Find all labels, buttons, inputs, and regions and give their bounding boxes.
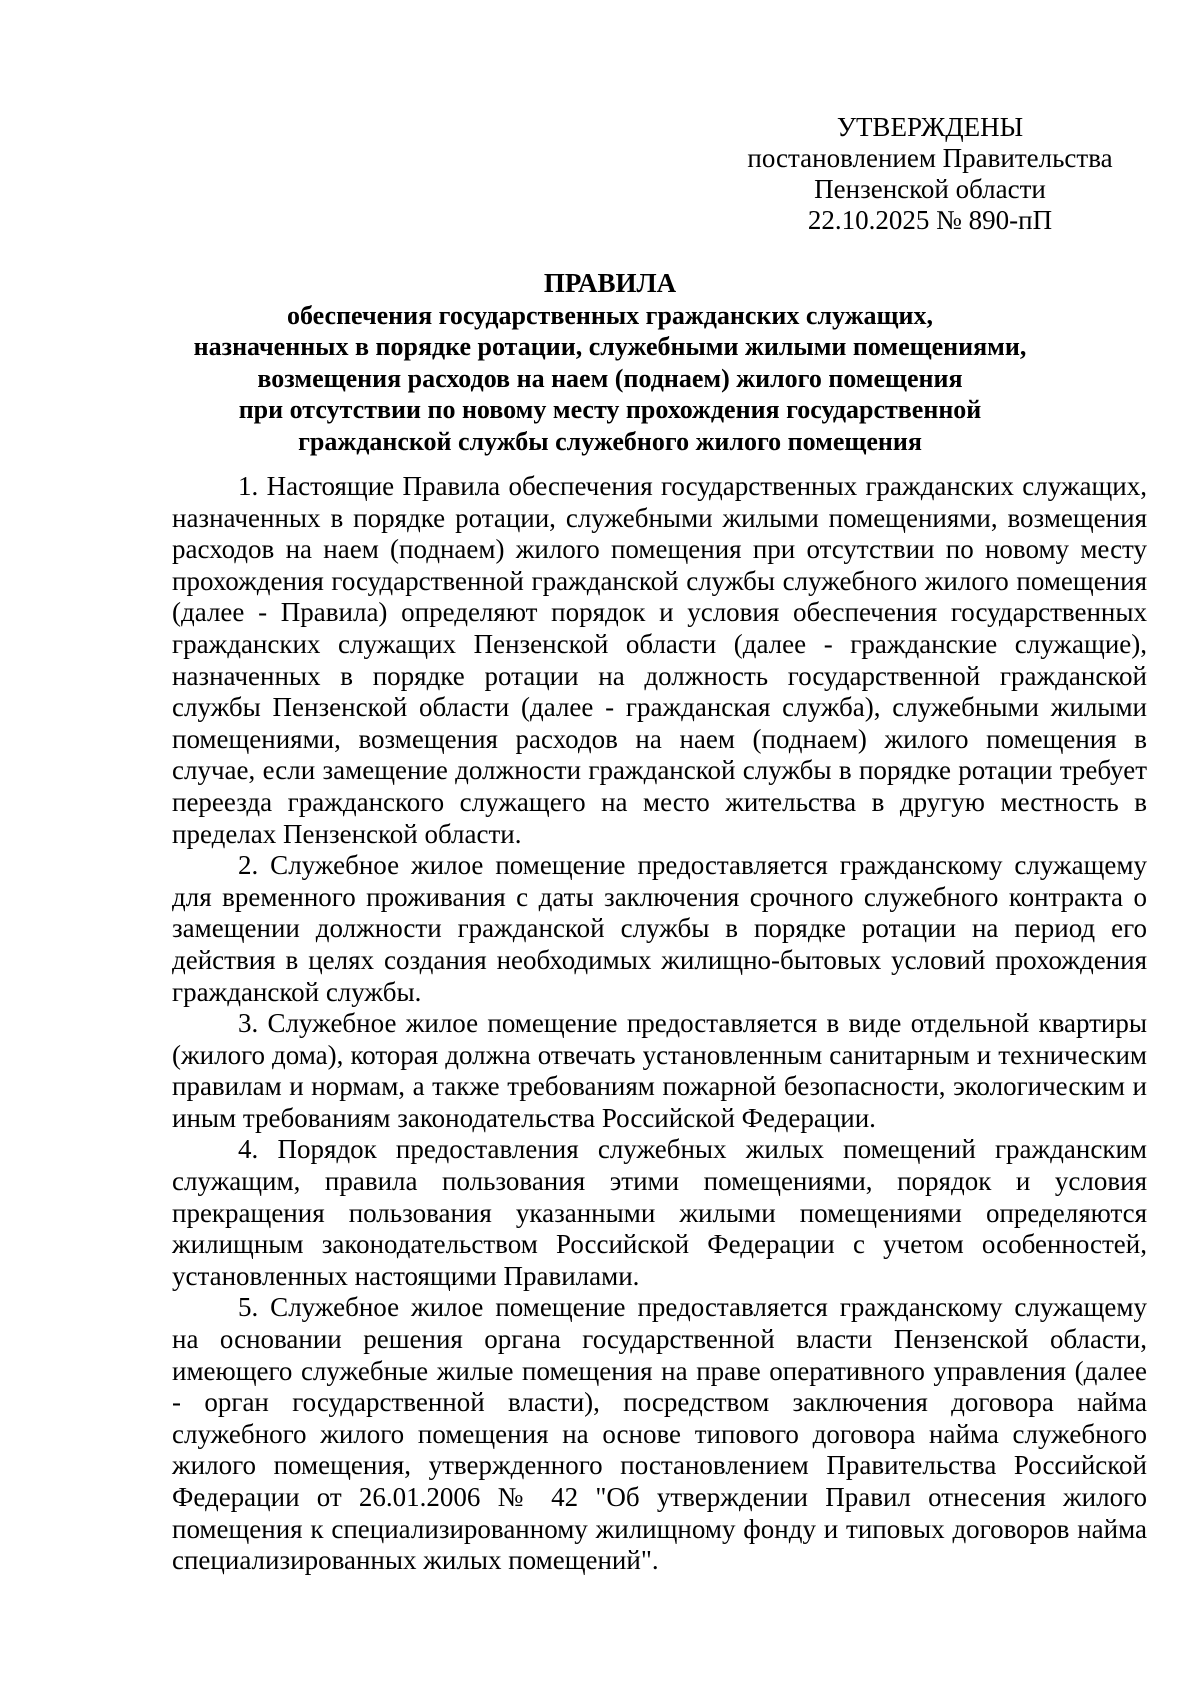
- paragraph-4: 4. Порядок предоставления служебных жилых помещений гражданским служащим, правила пользования этими помещениями, порядок и условия прекращения пользования указанными жилыми помещениями определяются жилищным законодательством Российской Федерации с учетом особенностей, установленных настоящими Правилами.: [172, 1134, 1147, 1291]
- title-subtitle-line: при отсутствии по новому месту прохождения государственной: [238, 395, 982, 424]
- title-subtitle-line: обеспечения государственных гражданских служащих,: [287, 300, 933, 330]
- title-subtitle-line: возмещения расходов на наем (поднаем) жилого помещения: [257, 363, 963, 393]
- paragraph-2: 2. Служебное жилое помещение предоставляется гражданскому служащему для временного проживания с даты заключения срочного служебного контракта о замещении должности гражданской службы в порядке ротации на период его действия в целях создания необходимых жилищно-бытовых условий прохождения гражданской службы.: [172, 850, 1147, 1007]
- paragraph-3: 3. Служебное жилое помещение предоставляется в виде отдельной квартиры (жилого дома), которая должна отвечать установленным санитарным и техническим правилам и нормам, а также требованиям пожарной безопасности, экологическим и иным требованиям законодательства Российской Федерации.: [172, 1008, 1147, 1133]
- title-main: ПРАВИЛА: [543, 268, 677, 298]
- approval-line-resolution: постановлением Правительства: [747, 143, 1113, 173]
- title-subtitle-line: назначенных в порядке ротации, служебными жилыми помещениями,: [193, 332, 1027, 361]
- paragraph-5: 5. Служебное жилое помещение предоставляется гражданскому служащему на основании решения органа государственной власти Пензенской области, имеющего служебные жилые помещения на праве оперативного управления (далее - орган государственной власти), посредством заключения договора найма служебного жилого помещения на основе типового договора найма служебного жилого помещения, утвержденного постановлением Правительства Российской Федерации от 26.01.2006 № 42 "Об утверждении Правил отнесения жилого помещения к специализированному жилищному фонду и типовых договоров найма специализированных жилых помещений".: [172, 1292, 1147, 1576]
- document-title: [130, 268, 1090, 457]
- title-subtitle-line: гражданской службы служебного жилого помещения: [298, 426, 922, 456]
- approval-stamp: [680, 112, 1180, 236]
- approval-line-region: Пензенской области: [814, 174, 1046, 204]
- approval-heading: УТВЕРЖДЕНЫ: [836, 112, 1024, 142]
- document-body: [172, 471, 1147, 1577]
- approval-line-date-number: 22.10.2025 № 890-пП: [807, 205, 1053, 235]
- paragraph-1: 1. Настоящие Правила обеспечения государственных гражданских служащих, назначенных в порядке ротации, служебными жилыми помещениями, возмещения расходов на наем (поднаем) жилого помещения при отсутствии по новому месту прохождения государственной гражданской службы служебного жилого помещения (далее - Правила) определяют порядок и условия обеспечения государственных гражданских служащих Пензенской области (далее - гражданские служащие), назначенных в порядке ротации на должность государственной гражданской службы Пензенской области (далее - гражданская служба), служебными жилыми помещениями, возмещения расходов на наем (поднаем) жилого помещения в случае, если замещение должности гражданской службы в порядке ротации требует переезда гражданского служащего на место жительства в другую местность в пределах Пензенской области.: [172, 471, 1147, 849]
